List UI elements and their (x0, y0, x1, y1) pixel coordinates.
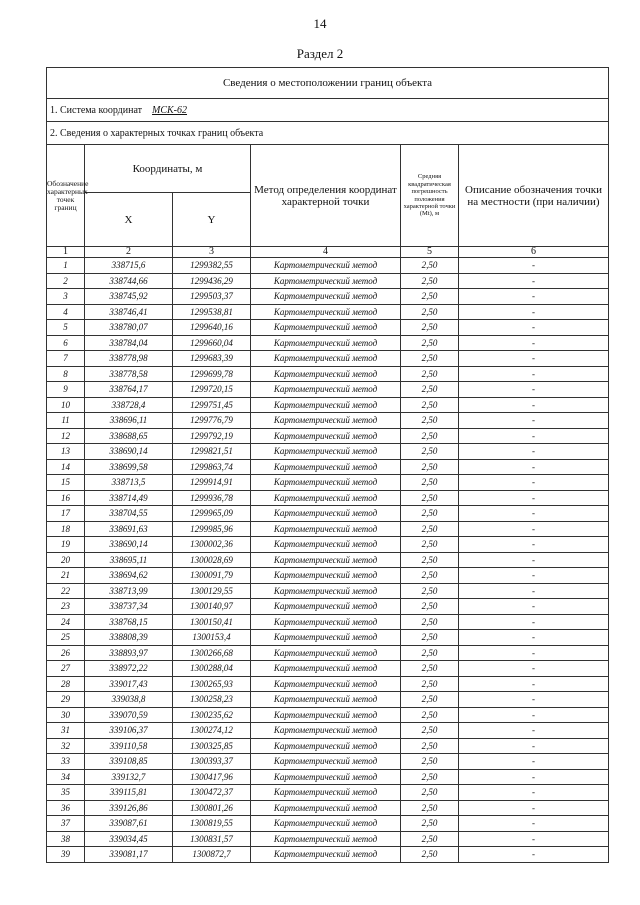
table-row (47, 583, 609, 599)
cell-point-number: 1 (47, 258, 85, 274)
cell-y: 1299640,16 (173, 320, 251, 336)
cell-x: 338694,62 (85, 568, 173, 584)
cell-description: - (459, 490, 609, 506)
cell-method: Картометрический метод (251, 289, 401, 305)
cell-y: 1299914,91 (173, 475, 251, 491)
table-row (47, 428, 609, 444)
cell-description: - (459, 537, 609, 553)
cell-description: - (459, 320, 609, 336)
table-row (47, 754, 609, 770)
table-row (47, 645, 609, 661)
cell-x: 338690,14 (85, 537, 173, 553)
cell-x: 338695,11 (85, 552, 173, 568)
cell-method: Картометрический метод (251, 304, 401, 320)
cell-x: 339115,81 (85, 785, 173, 801)
cell-method: Картометрический метод (251, 738, 401, 754)
cell-error: 2,50 (401, 614, 459, 630)
cell-description: - (459, 258, 609, 274)
cell-x: 339110,58 (85, 738, 173, 754)
cell-description: - (459, 366, 609, 382)
cell-method: Картометрический метод (251, 707, 401, 723)
cell-y: 1299792,19 (173, 428, 251, 444)
cell-x: 339108,85 (85, 754, 173, 770)
cell-point-number: 20 (47, 552, 85, 568)
points-heading: 2. Сведения о характерных точках границ объекта (47, 122, 609, 145)
cell-description: - (459, 847, 609, 863)
cell-y: 1300235,62 (173, 707, 251, 723)
cell-point-number: 28 (47, 676, 85, 692)
table-row (47, 692, 609, 708)
cell-y: 1299538,81 (173, 304, 251, 320)
cell-x: 339081,17 (85, 847, 173, 863)
cell-method: Картометрический метод (251, 273, 401, 289)
cell-x: 338737,34 (85, 599, 173, 615)
cell-method: Картометрический метод (251, 583, 401, 599)
table-row (47, 335, 609, 351)
cell-description: - (459, 273, 609, 289)
column-number: 1 (47, 247, 85, 258)
cell-error: 2,50 (401, 568, 459, 584)
table-row (47, 444, 609, 460)
cell-method: Картометрический метод (251, 614, 401, 630)
cell-error: 2,50 (401, 692, 459, 708)
table-row (47, 785, 609, 801)
table-row (47, 847, 609, 863)
cell-x: 338704,55 (85, 506, 173, 522)
cell-description: - (459, 707, 609, 723)
cell-y: 1299821,51 (173, 444, 251, 460)
cell-error: 2,50 (401, 552, 459, 568)
header-x: X (85, 193, 173, 247)
cell-error: 2,50 (401, 459, 459, 475)
table-row (47, 459, 609, 475)
table-row (47, 258, 609, 274)
cell-point-number: 13 (47, 444, 85, 460)
table-row (47, 769, 609, 785)
cell-error: 2,50 (401, 847, 459, 863)
cell-error: 2,50 (401, 428, 459, 444)
cell-description: - (459, 289, 609, 305)
cell-point-number: 22 (47, 583, 85, 599)
cell-y: 1299436,29 (173, 273, 251, 289)
cell-error: 2,50 (401, 723, 459, 739)
table-row (47, 521, 609, 537)
cell-point-number: 4 (47, 304, 85, 320)
cell-description: - (459, 800, 609, 816)
cell-y: 1299699,78 (173, 366, 251, 382)
cell-error: 2,50 (401, 258, 459, 274)
cell-description: - (459, 645, 609, 661)
cell-y: 1300325,85 (173, 738, 251, 754)
cell-method: Картометрический метод (251, 475, 401, 491)
table-row (47, 599, 609, 615)
cell-description: - (459, 754, 609, 770)
cell-y: 1299503,37 (173, 289, 251, 305)
cell-y: 1300091,79 (173, 568, 251, 584)
header-y: Y (173, 193, 251, 247)
cell-error: 2,50 (401, 769, 459, 785)
cell-method: Картометрический метод (251, 413, 401, 429)
cell-description: - (459, 831, 609, 847)
cell-point-number: 18 (47, 521, 85, 537)
cell-y: 1299683,39 (173, 351, 251, 367)
cell-error: 2,50 (401, 785, 459, 801)
cell-point-number: 19 (47, 537, 85, 553)
cell-method: Картометрический метод (251, 320, 401, 336)
header-point-designation: Обозначение характерных точек границ (47, 145, 85, 247)
cell-point-number: 14 (47, 459, 85, 475)
cell-description: - (459, 304, 609, 320)
cell-y: 1300872,7 (173, 847, 251, 863)
table-row (47, 320, 609, 336)
cell-point-number: 2 (47, 273, 85, 289)
cell-method: Картометрический метод (251, 258, 401, 274)
cell-description: - (459, 459, 609, 475)
cell-error: 2,50 (401, 366, 459, 382)
cell-error: 2,50 (401, 583, 459, 599)
cell-x: 338972,22 (85, 661, 173, 677)
cell-x: 338778,98 (85, 351, 173, 367)
cell-description: - (459, 583, 609, 599)
cell-y: 1299863,74 (173, 459, 251, 475)
cell-x: 339017,43 (85, 676, 173, 692)
cell-method: Картометрический метод (251, 444, 401, 460)
cell-description: - (459, 723, 609, 739)
cell-error: 2,50 (401, 707, 459, 723)
cell-x: 338699,58 (85, 459, 173, 475)
cell-error: 2,50 (401, 490, 459, 506)
cell-error: 2,50 (401, 351, 459, 367)
cell-method: Картометрический метод (251, 490, 401, 506)
cell-x: 339106,37 (85, 723, 173, 739)
column-number: 2 (85, 247, 173, 258)
table-row (47, 676, 609, 692)
header-error: Средняя квадратическая погрешность положения характерной точки (Mt), м (401, 145, 459, 247)
cell-x: 338778,58 (85, 366, 173, 382)
cell-y: 1299751,45 (173, 397, 251, 413)
coord-system-label: 1. Система координат (50, 104, 143, 116)
cell-description: - (459, 521, 609, 537)
cell-error: 2,50 (401, 335, 459, 351)
cell-method: Картометрический метод (251, 630, 401, 646)
header-description: Описание обозначения точки на местности (при наличии) (459, 145, 609, 247)
cell-point-number: 38 (47, 831, 85, 847)
cell-error: 2,50 (401, 816, 459, 832)
cell-method: Картометрический метод (251, 676, 401, 692)
cell-description: - (459, 397, 609, 413)
cell-point-number: 39 (47, 847, 85, 863)
cell-method: Картометрический метод (251, 552, 401, 568)
cell-y: 1300831,57 (173, 831, 251, 847)
cell-x: 338893,97 (85, 645, 173, 661)
cell-method: Картометрический метод (251, 769, 401, 785)
cell-point-number: 7 (47, 351, 85, 367)
cell-y: 1300129,55 (173, 583, 251, 599)
cell-description: - (459, 816, 609, 832)
cell-x: 338715,6 (85, 258, 173, 274)
cell-error: 2,50 (401, 738, 459, 754)
cell-x: 339034,45 (85, 831, 173, 847)
table-row (47, 397, 609, 413)
cell-point-number: 32 (47, 738, 85, 754)
cell-error: 2,50 (401, 521, 459, 537)
cell-point-number: 23 (47, 599, 85, 615)
cell-point-number: 31 (47, 723, 85, 739)
cell-x: 339070,59 (85, 707, 173, 723)
cell-point-number: 35 (47, 785, 85, 801)
cell-description: - (459, 428, 609, 444)
cell-x: 338690,14 (85, 444, 173, 460)
cell-x: 338764,17 (85, 382, 173, 398)
cell-method: Картометрический метод (251, 459, 401, 475)
table-row (47, 707, 609, 723)
cell-method: Картометрический метод (251, 661, 401, 677)
cell-x: 338745,92 (85, 289, 173, 305)
cell-point-number: 5 (47, 320, 85, 336)
cell-y: 1299720,15 (173, 382, 251, 398)
cell-method: Картометрический метод (251, 521, 401, 537)
cell-y: 1300140,97 (173, 599, 251, 615)
cell-x: 338713,99 (85, 583, 173, 599)
column-number: 6 (459, 247, 609, 258)
cell-y: 1300472,37 (173, 785, 251, 801)
cell-method: Картометрический метод (251, 599, 401, 615)
table-row (47, 413, 609, 429)
cell-method: Картометрический метод (251, 568, 401, 584)
cell-description: - (459, 738, 609, 754)
table-row (47, 816, 609, 832)
cell-point-number: 3 (47, 289, 85, 305)
cell-y: 1300028,69 (173, 552, 251, 568)
cell-description: - (459, 599, 609, 615)
column-number: 3 (173, 247, 251, 258)
cell-y: 1300265,93 (173, 676, 251, 692)
cell-point-number: 10 (47, 397, 85, 413)
cell-description: - (459, 568, 609, 584)
table-row (47, 723, 609, 739)
cell-x: 338768,15 (85, 614, 173, 630)
cell-description: - (459, 614, 609, 630)
cell-description: - (459, 661, 609, 677)
cell-x: 338808,39 (85, 630, 173, 646)
cell-point-number: 24 (47, 614, 85, 630)
cell-x: 338784,04 (85, 335, 173, 351)
cell-method: Картометрический метод (251, 382, 401, 398)
cell-description: - (459, 413, 609, 429)
cell-point-number: 25 (47, 630, 85, 646)
cell-method: Картометрический метод (251, 351, 401, 367)
cell-point-number: 17 (47, 506, 85, 522)
cell-description: - (459, 676, 609, 692)
cell-y: 1300266,68 (173, 645, 251, 661)
cell-point-number: 21 (47, 568, 85, 584)
cell-method: Картометрический метод (251, 800, 401, 816)
cell-x: 338696,11 (85, 413, 173, 429)
cell-error: 2,50 (401, 599, 459, 615)
cell-description: - (459, 351, 609, 367)
cell-x: 339132,7 (85, 769, 173, 785)
table-row (47, 568, 609, 584)
header-method: Метод определения координат характерной точки (251, 145, 401, 247)
cell-method: Картометрический метод (251, 831, 401, 847)
cell-x: 339087,61 (85, 816, 173, 832)
table-row (47, 661, 609, 677)
table-row (47, 738, 609, 754)
cell-error: 2,50 (401, 831, 459, 847)
page-number: 14 (313, 16, 327, 31)
cell-error: 2,50 (401, 676, 459, 692)
coord-system-value: МСК-62 (152, 104, 188, 116)
cell-point-number: 36 (47, 800, 85, 816)
table-row (47, 552, 609, 568)
cell-x: 338691,63 (85, 521, 173, 537)
cell-y: 1299776,79 (173, 413, 251, 429)
table-row (47, 630, 609, 646)
cell-point-number: 15 (47, 475, 85, 491)
cell-x: 338713,5 (85, 475, 173, 491)
cell-y: 1300274,12 (173, 723, 251, 739)
cell-error: 2,50 (401, 661, 459, 677)
cell-method: Картометрический метод (251, 645, 401, 661)
cell-description: - (459, 335, 609, 351)
cell-point-number: 34 (47, 769, 85, 785)
cell-point-number: 27 (47, 661, 85, 677)
cell-method: Картометрический метод (251, 692, 401, 708)
cell-description: - (459, 785, 609, 801)
table-row (47, 831, 609, 847)
table-row (47, 382, 609, 398)
cell-y: 1299382,55 (173, 258, 251, 274)
cell-error: 2,50 (401, 444, 459, 460)
table-row (47, 273, 609, 289)
cell-x: 338744,66 (85, 273, 173, 289)
table-row (47, 800, 609, 816)
header-coordinates: Координаты, м (85, 145, 251, 193)
cell-x: 338688,65 (85, 428, 173, 444)
cell-method: Картометрический метод (251, 537, 401, 553)
table-title: Сведения о местоположении границ объекта (47, 68, 609, 99)
cell-error: 2,50 (401, 413, 459, 429)
table-row (47, 366, 609, 382)
cell-description: - (459, 630, 609, 646)
cell-method: Картометрический метод (251, 847, 401, 863)
cell-description: - (459, 769, 609, 785)
cell-y: 1300393,37 (173, 754, 251, 770)
cell-y: 1300153,4 (173, 630, 251, 646)
data-rows (47, 258, 609, 863)
cell-y: 1300417,96 (173, 769, 251, 785)
table-row (47, 289, 609, 305)
cell-x: 339038,8 (85, 692, 173, 708)
cell-point-number: 37 (47, 816, 85, 832)
cell-point-number: 8 (47, 366, 85, 382)
cell-point-number: 11 (47, 413, 85, 429)
cell-method: Картометрический метод (251, 506, 401, 522)
cell-method: Картометрический метод (251, 397, 401, 413)
cell-description: - (459, 692, 609, 708)
table-row (47, 304, 609, 320)
cell-error: 2,50 (401, 475, 459, 491)
cell-error: 2,50 (401, 630, 459, 646)
table-row (47, 475, 609, 491)
cell-method: Картометрический метод (251, 785, 401, 801)
cell-error: 2,50 (401, 397, 459, 413)
cell-x: 338728,4 (85, 397, 173, 413)
cell-x: 338714,49 (85, 490, 173, 506)
cell-error: 2,50 (401, 273, 459, 289)
cell-point-number: 16 (47, 490, 85, 506)
cell-point-number: 33 (47, 754, 85, 770)
cell-method: Картометрический метод (251, 723, 401, 739)
cell-y: 1300002,36 (173, 537, 251, 553)
cell-error: 2,50 (401, 304, 459, 320)
column-numbers-row (47, 247, 609, 258)
coord-system-row (47, 99, 609, 122)
cell-y: 1299660,04 (173, 335, 251, 351)
cell-y: 1300150,41 (173, 614, 251, 630)
column-number: 5 (401, 247, 459, 258)
section-title: Раздел 2 (296, 46, 344, 61)
cell-error: 2,50 (401, 289, 459, 305)
column-number: 4 (251, 247, 401, 258)
cell-description: - (459, 475, 609, 491)
cell-y: 1299936,78 (173, 490, 251, 506)
cell-point-number: 12 (47, 428, 85, 444)
cell-error: 2,50 (401, 537, 459, 553)
cell-point-number: 9 (47, 382, 85, 398)
cell-y: 1300258,23 (173, 692, 251, 708)
cell-method: Картометрический метод (251, 335, 401, 351)
cell-method: Картометрический метод (251, 428, 401, 444)
cell-error: 2,50 (401, 506, 459, 522)
cell-point-number: 29 (47, 692, 85, 708)
cell-point-number: 26 (47, 645, 85, 661)
cell-x: 338780,07 (85, 320, 173, 336)
table-row (47, 506, 609, 522)
cell-x: 338746,41 (85, 304, 173, 320)
cell-y: 1299965,09 (173, 506, 251, 522)
cell-y: 1300819,55 (173, 816, 251, 832)
cell-method: Картометрический метод (251, 754, 401, 770)
cell-description: - (459, 382, 609, 398)
cell-point-number: 30 (47, 707, 85, 723)
cell-error: 2,50 (401, 320, 459, 336)
table-row (47, 537, 609, 553)
boundary-points-table (46, 67, 609, 863)
cell-method: Картометрический метод (251, 816, 401, 832)
table-row (47, 614, 609, 630)
cell-description: - (459, 506, 609, 522)
cell-error: 2,50 (401, 382, 459, 398)
cell-y: 1300801,26 (173, 800, 251, 816)
cell-error: 2,50 (401, 800, 459, 816)
cell-method: Картометрический метод (251, 366, 401, 382)
cell-y: 1299985,96 (173, 521, 251, 537)
cell-error: 2,50 (401, 645, 459, 661)
table-row (47, 351, 609, 367)
cell-x: 339126,86 (85, 800, 173, 816)
cell-y: 1300288,04 (173, 661, 251, 677)
cell-description: - (459, 552, 609, 568)
cell-description: - (459, 444, 609, 460)
table-row (47, 490, 609, 506)
cell-point-number: 6 (47, 335, 85, 351)
cell-error: 2,50 (401, 754, 459, 770)
